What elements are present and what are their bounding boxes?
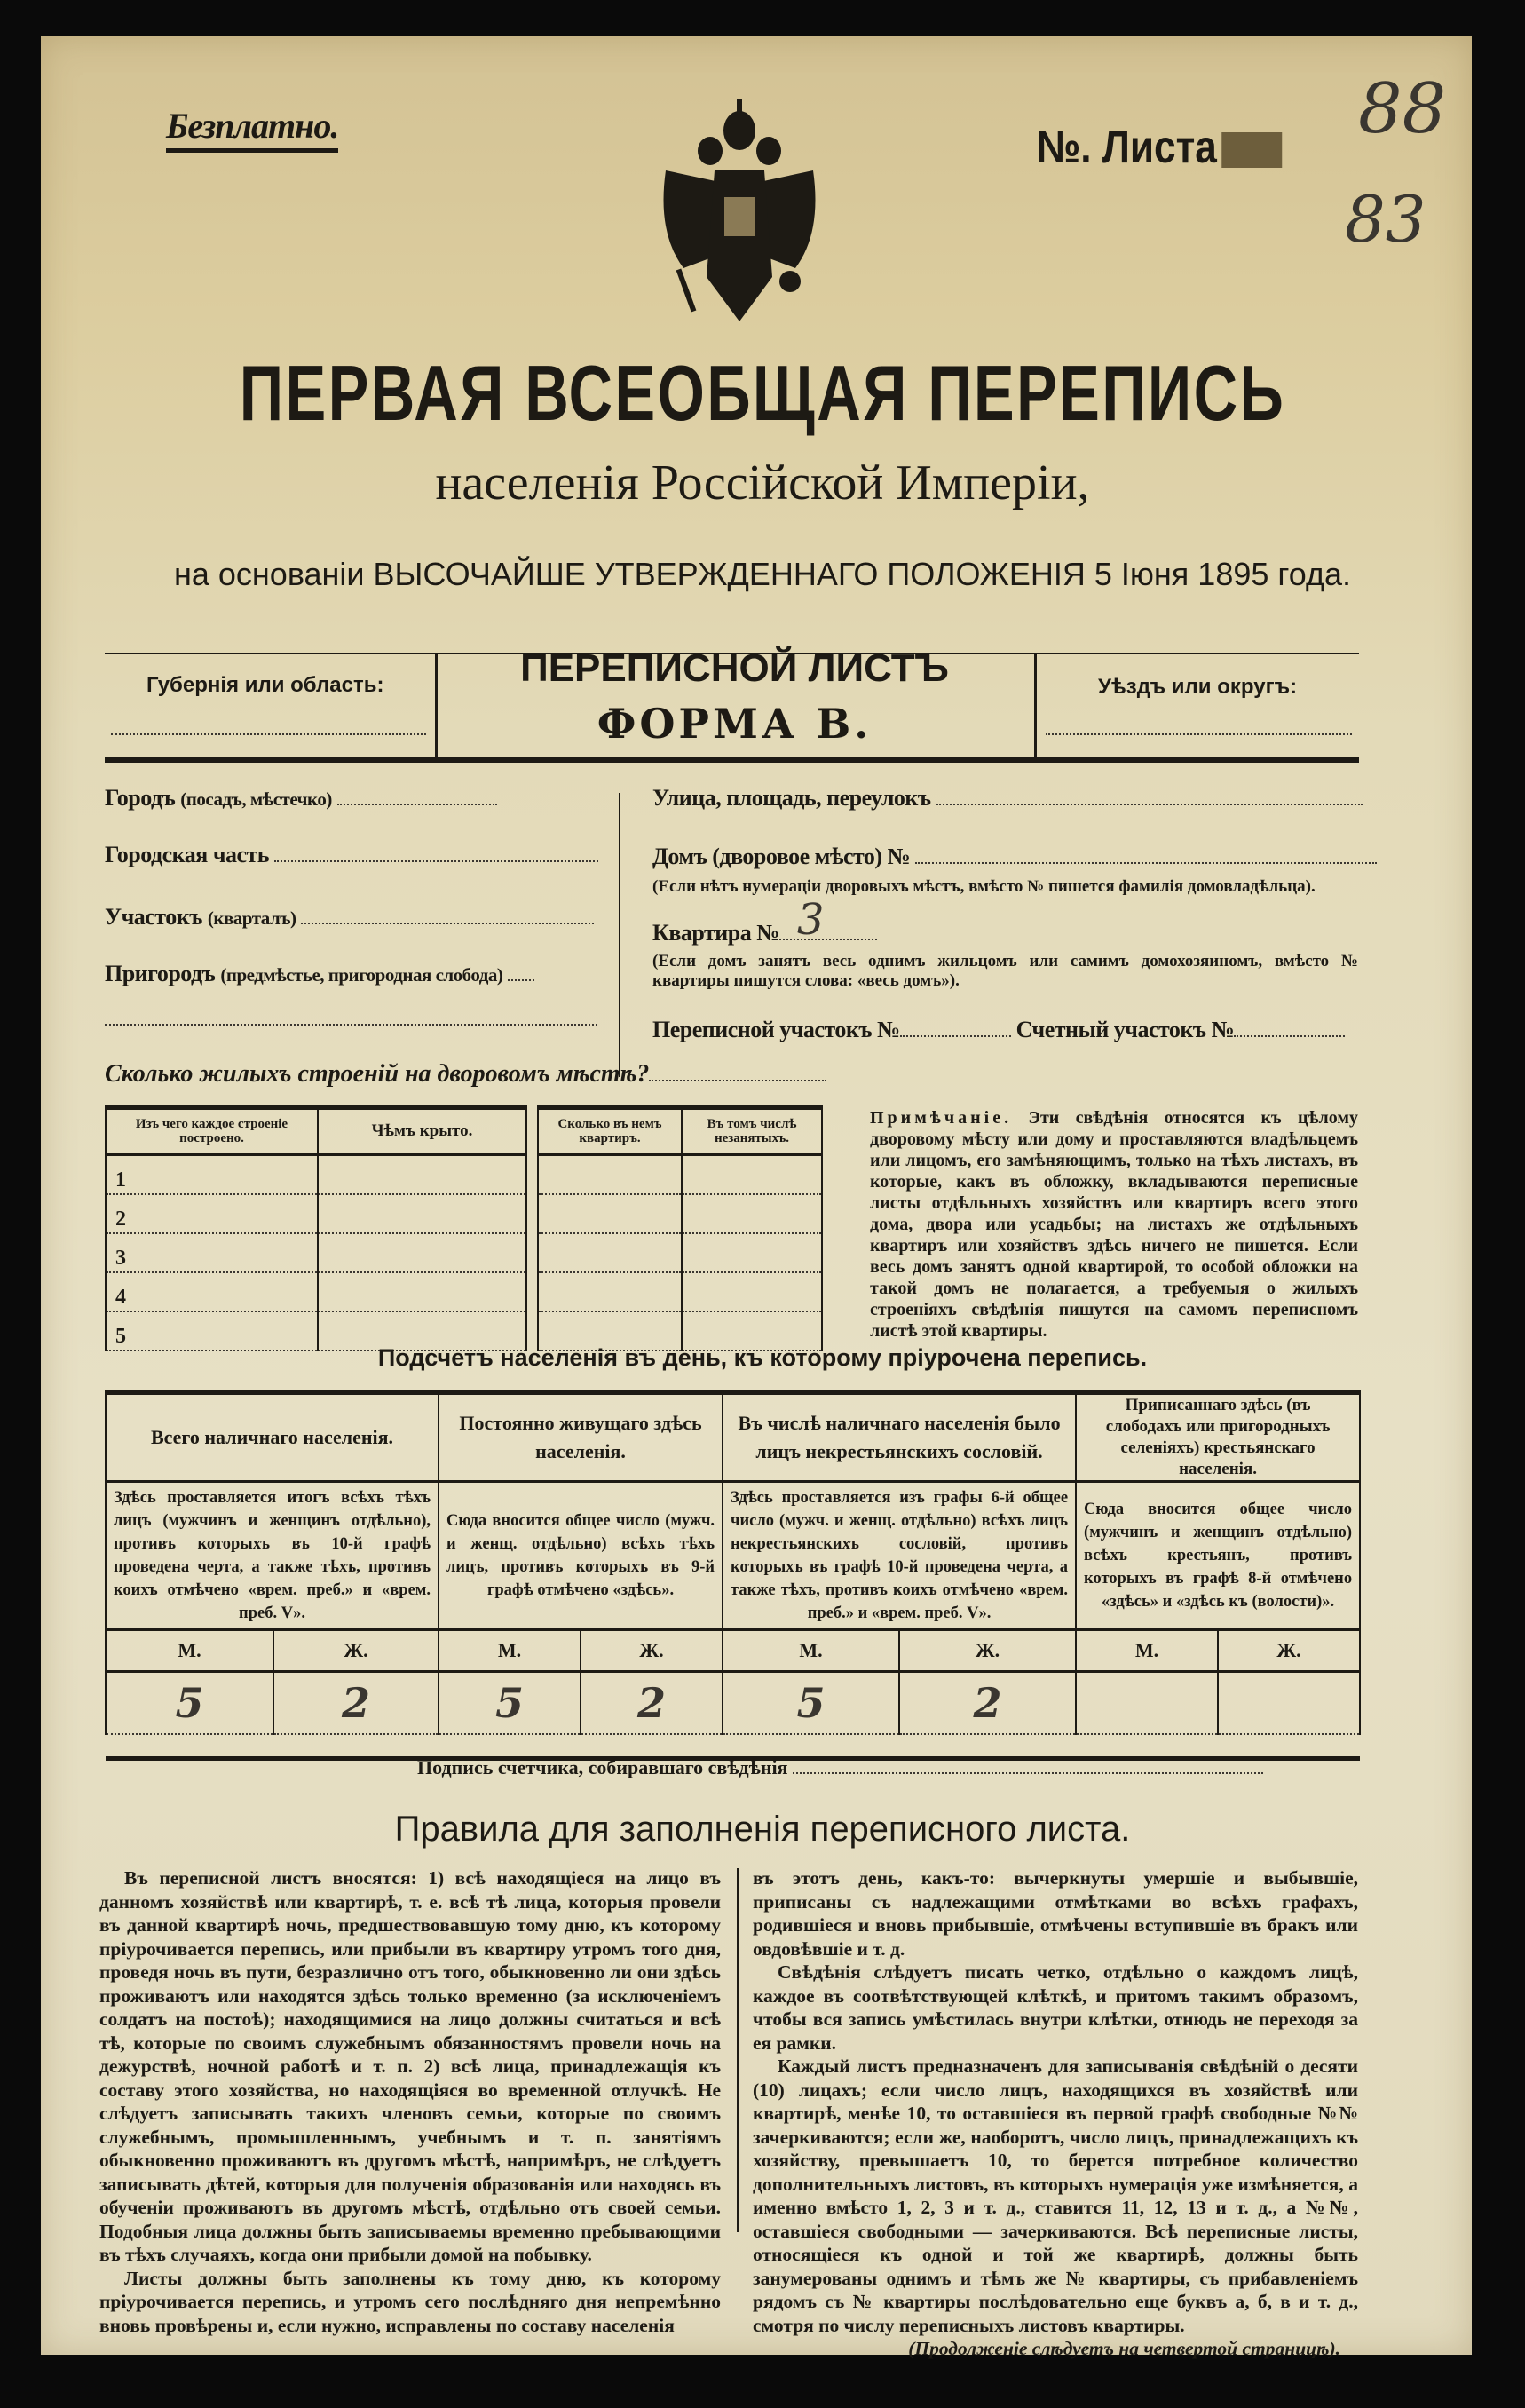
divider — [105, 757, 1359, 763]
precinct-field[interactable] — [105, 904, 594, 931]
female-count-cell[interactable] — [1218, 1672, 1360, 1735]
precinct-label: Участокъ — [105, 904, 202, 930]
male-label: М. — [439, 1630, 581, 1672]
suburb-label: Пригородъ — [105, 961, 216, 986]
rules-paragraph: Въ переписной листъ вносятся: 1) всѣ находящіеся на лицо въ данномъ хозяйствѣ или квартирѣ, т. е. всѣ тѣ лица, которыя провели въ данной квартирѣ ночь, предшествовавшую тому дню, къ которому пріурочивается перепись, или прибыли въ квартиру утромъ того дня, проведя ночь въ пути, безразлично отъ того, обыкновенно ли они здѣсь проживаютъ или находятся здѣсь только временно (за исключеніемъ солдатъ на постоѣ); находящимися на лицо должны считаться и всѣ тѣ, которые по своимъ служебнымъ обязанностямъ провели ночь на дежурствѣ, ночной работѣ и т. п. 2) всѣ лица, принадлежащія къ составу этого хозяйства, но находящіяся во временной отлучкѣ. Не слѣдуетъ записывать такихъ членовъ семьи, которые по своимъ служебнымъ, промышленнымъ, учебнымъ и т. п. занятіямъ обыкновенно проживаютъ въ другомъ мѣстѣ, напримѣръ, не слѣдуетъ записывать дѣтей, которыя для полученія образованія или находясь въ обученіи проживаютъ въ другомъ мѣстѣ, отдѣльно отъ своей семьи. Подобныя лица должны быть записываемы временно пребывающими въ тѣхъ случаяхъ, когда они прибыли домой на побывку. — [99, 1867, 721, 2265]
sheet-title: ПЕРЕПИСНОЙ ЛИСТЪ — [520, 646, 949, 690]
rules-paragraph: въ этотъ день, какъ-то: вычеркнуты умершіе и выбывшіе, приписаны съ надлежащими отмѣтками во всѣхъ графахъ, родившіеся и вновь прибывшіе, отмѣчены вступившіе въ бракъ или овдовѣвшіе и т. д. — [753, 1867, 1358, 1960]
house-note: (Если нѣтъ нумераціи дворовыхъ мѣстъ, вмѣсто № пишется фамилія домовладѣльца). — [652, 877, 1316, 896]
female-label: Ж. — [273, 1630, 439, 1672]
column-header: Сколько въ немъ квартиръ. — [538, 1108, 682, 1155]
male-count-cell[interactable]: 5 — [106, 1672, 273, 1735]
city-field[interactable] — [105, 785, 497, 812]
rules-left-column — [99, 1866, 721, 2337]
apartment-note: (Если домъ занятъ весь однимъ жильцомъ или самимъ домохозяиномъ, вмѣсто № квартиры пишутся слова: «весь домъ»). — [652, 952, 1358, 990]
house-field[interactable] — [652, 844, 1377, 870]
divider — [737, 1868, 739, 2232]
column-header: Въ томъ числѣ незанятыхъ. — [682, 1108, 822, 1155]
enumerator-signature-field[interactable] — [417, 1756, 1263, 1779]
handwritten-sheet-number-1: 88 — [1358, 69, 1447, 149]
rules-paragraph: Листы должны быть заполнены къ тому дню, къ которому пріурочивается перепись, и утромъ сего послѣдняго дня непремѣнно вновь провѣрены и, если нужно, исправлены по составу населенія — [99, 2267, 721, 2336]
buildings-question[interactable] — [105, 1060, 826, 1089]
column-description: Здѣсь проставляется итогъ всѣхъ тѣхъ лицъ (мужчинъ и женщинъ отдѣльно), противъ которыхъ въ 10-й графѣ проведена черта, а также тѣхъ, противъ коихъ отмѣчено «врем. преб.» и «врем. преб. V». — [106, 1482, 439, 1630]
column-header: Приписаннаго здѣсь (въ слободахъ или пригородныхъ селеніяхъ) крестьянскаго населенія. — [1076, 1393, 1360, 1482]
sheet-number — [1037, 121, 1282, 174]
male-label: М. — [723, 1630, 899, 1672]
rules-title: Правила для заполненія переписного листа. — [394, 1810, 1131, 1849]
table-row[interactable] — [106, 1154, 526, 1194]
signature-label: Подпись счетчика, собиравшаго свѣдѣнія — [417, 1756, 788, 1778]
row-number: 2 — [106, 1194, 318, 1233]
divider — [619, 793, 620, 1077]
male-label: М. — [106, 1630, 273, 1672]
population-table — [105, 1390, 1361, 1761]
female-count-cell[interactable]: 2 — [899, 1672, 1076, 1735]
suburb-field[interactable] — [105, 961, 534, 987]
province-label: Губернія или область: — [146, 673, 384, 697]
column-description: Здѣсь проставляется изъ графы 6-й общее число (мужч. и женщ. отдѣльно) всѣхъ лицъ некрестьянскихъ сословій, противъ которыхъ въ графѣ 10-й проведена черта, а также тѣхъ, противъ коихъ отмѣчено «врем. преб.» и «врем. преб. V». — [723, 1482, 1076, 1630]
page-title: ПЕРВАЯ ВСЕОБЩАЯ ПЕРЕПИСЬ — [239, 349, 1286, 437]
free-of-charge-label: Безплатно. — [166, 105, 338, 153]
apartment-field[interactable] — [652, 895, 877, 947]
city-part-field[interactable] — [105, 842, 598, 868]
house-label: Домъ (дворовое мѣсто) № — [652, 844, 911, 869]
district-field[interactable] — [1046, 733, 1352, 735]
legal-basis: на основаніи ВЫСОЧАЙШЕ УТВЕРЖДЕННАГО ПОЛОЖЕНІЯ 5 Іюня 1895 года. — [173, 556, 1351, 592]
city-label: Городъ — [105, 785, 176, 811]
female-label: Ж. — [581, 1630, 723, 1672]
buildings-table-apartments — [537, 1105, 823, 1351]
population-count-title: Подсчетъ населенія въ день, къ которому пріурочена перепись. — [377, 1344, 1148, 1371]
male-count-cell[interactable] — [1076, 1672, 1218, 1735]
street-field[interactable] — [652, 785, 1363, 812]
column-header: Въ числѣ наличнаго населенія было лицъ некрестьянскихъ сословій. — [723, 1393, 1076, 1482]
count-precinct-label: Счетный участокъ № — [1015, 1017, 1235, 1042]
column-header: Всего наличнаго населенія. — [106, 1393, 439, 1482]
column-header: Чѣмъ крыто. — [318, 1108, 526, 1155]
table-row[interactable] — [538, 1154, 822, 1194]
row-number: 5 — [106, 1311, 318, 1351]
suburb-field-line[interactable] — [105, 1024, 597, 1026]
rules-paragraph: Каждый листъ предназначенъ для записыванія свѣдѣній о десяти (10) лицахъ; если число лицъ, находящихся въ хозяйствѣ или квартирѣ, менѣе 10, то оставшіеся въ первой графѣ свободные №№ зачеркиваются; если же, наоборотъ, число лицъ, принадлежащихъ къ хозяйству, превышаетъ 10, то берется потребное количество дополнительныхъ листовъ, въ которыхъ нумерація уже измѣняется, а именно вмѣсто 1, 2, 3 и т. д., ставится 11, 12, 13 и т. д., а №№, оставшіеся свободными — зачеркиваются. Всѣ переписные листы, относящіеся къ одной и той же квартирѣ, должны быть занумерованы однимъ и тѣмъ же № квартиры, съ прибавленіемъ рядомъ съ № квартиры послѣдовательно еще буквъ а, б, в и т. д., смотря по числу переписныхъ листовъ квартиры. — [753, 2056, 1358, 2336]
male-count-cell[interactable]: 5 — [439, 1672, 581, 1735]
street-label: Улица, площадь, переулокъ — [652, 785, 931, 811]
apartment-label: Квартира № — [652, 920, 779, 946]
apartment-value: 3 — [796, 895, 824, 945]
city-part-label: Городская часть — [105, 842, 270, 867]
table-row[interactable] — [106, 1272, 526, 1311]
form-name: ФОРМА В. — [597, 700, 873, 748]
handwritten-sheet-number-2: 83 — [1345, 182, 1426, 257]
female-count-cell[interactable]: 2 — [273, 1672, 439, 1735]
table-row[interactable] — [106, 1233, 526, 1272]
census-precinct-field[interactable] — [652, 1017, 1345, 1043]
column-header: Постоянно живущаго здѣсь населенія. — [439, 1393, 723, 1482]
note-text: Эти свѣдѣнія относятся къ цѣлому дворовому мѣсту или дому и проставляются владѣльцемъ или лицомъ, его замѣняющимъ, только на тѣхъ листахъ, въ которые, какъ въ обложку, вкладываются переписные листы отдѣльныхъ хозяйствъ или квартиръ всего этого дома, двора или усадьбы; на листахъ же отдѣльныхъ квартиръ или хозяйствъ здѣсь ничего не пишется. Если весь домъ занятъ одной квартирой, то особой обложки на такой домъ не полагается, а требуемыя о жилыхъ строеніяхъ свѣдѣнія пишутся на самомъ переписномъ листѣ этой квартиры. — [870, 1108, 1358, 1341]
precinct-note: (кварталъ) — [207, 907, 296, 929]
note-title: Примѣчаніе. — [870, 1108, 1013, 1128]
divider — [1034, 653, 1037, 761]
column-header: Изъ чего каждое строеніе построено. — [106, 1108, 318, 1155]
page-subtitle: населенія Россійской Имперіи, — [435, 455, 1090, 511]
suburb-note: (предмѣстье, пригородная слобода) — [220, 964, 503, 986]
city-note: (посадъ, мѣстечко) — [180, 788, 332, 810]
row-number: 3 — [106, 1233, 318, 1272]
table-row[interactable] — [538, 1272, 822, 1311]
crossed-out-number — [1221, 132, 1282, 168]
buildings-question-label: Сколько жилыхъ строеній на дворовомъ мѣстѣ? — [105, 1060, 650, 1088]
female-label: Ж. — [899, 1630, 1076, 1672]
column-description: Сюда вносится общее число (мужч. и женщ. отдѣльно) всѣхъ тѣхъ лицъ, противъ которыхъ въ 9-й графѣ отмѣчено «здѣсь». — [439, 1482, 723, 1630]
buildings-table-material — [105, 1105, 527, 1351]
male-label: М. — [1076, 1630, 1218, 1672]
row-number: 1 — [106, 1154, 318, 1194]
row-number: 4 — [106, 1272, 318, 1311]
sheet-number-label: №. Листа — [1037, 122, 1217, 173]
rules-right-column — [753, 1866, 1358, 2361]
district-label: Уѣздъ или округъ: — [1098, 675, 1298, 699]
table-row[interactable] — [106, 1194, 526, 1233]
buildings-note — [870, 1107, 1358, 1342]
table-row[interactable] — [538, 1233, 822, 1272]
female-count-cell[interactable]: 2 — [581, 1672, 723, 1735]
column-description: Сюда вносится общее число (мужчинъ и женщинъ отдѣльно) всѣхъ крестьянъ, противъ которыхъ въ графѣ 8-й отмѣчено «здѣсь» и «здѣсь къ (волости)». — [1076, 1482, 1360, 1630]
male-count-cell[interactable]: 5 — [723, 1672, 899, 1735]
imperial-eagle-emblem-icon — [648, 99, 831, 326]
female-label: Ж. — [1218, 1630, 1360, 1672]
continued-note: (Продолженіе слѣдуетъ на четвертой страницѣ). — [908, 2338, 1340, 2359]
province-field[interactable] — [111, 733, 426, 735]
rules-paragraph: Свѣдѣнія слѣдуетъ писать четко, отдѣльно о каждомъ лицѣ, каждое въ соотвѣтствующей клѣткѣ, и притомъ такимъ образомъ, чтобы вся запись умѣстилась внутри клѣтки, отнюдь не переходя за ея рамки. — [753, 1961, 1358, 2054]
census-precinct-label: Переписной участокъ № — [652, 1017, 900, 1042]
table-row[interactable] — [538, 1194, 822, 1233]
